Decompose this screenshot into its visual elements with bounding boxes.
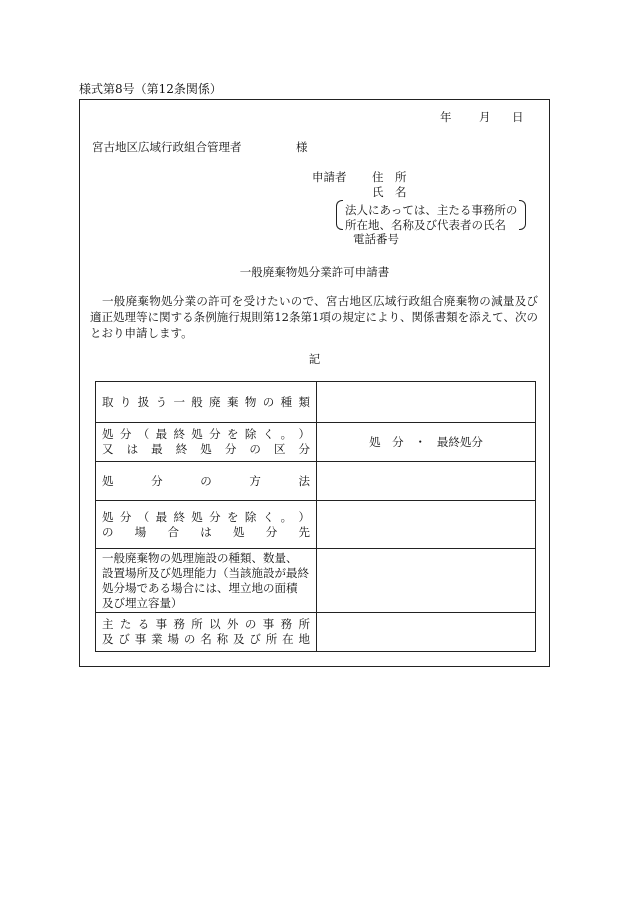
label-char: 及 [233, 632, 245, 646]
disposal-category-label-line1 [102, 427, 310, 442]
application-body-text: 一般廃棄物処分業の許可を受けたいので、宮古地区広域行政組合廃棄物の減量及び適正処理等に関する条例施行規則第12条第1項の規定により、関係書類を添えて、次のとおり申請します。 [90, 294, 538, 340]
facility-info-label-cell [96, 549, 317, 613]
corporation-note-line2: 所在地、名称及び代表者の氏名 [345, 218, 506, 232]
label-char: 分 [298, 442, 310, 456]
label-char: 場 [167, 632, 179, 646]
other-offices-value-cell[interactable] [317, 613, 536, 652]
label-char: 外 [227, 617, 239, 631]
date-month-label: 月 [479, 110, 491, 124]
label-char: 処 [102, 473, 114, 488]
waste-type-label-cell [96, 382, 317, 423]
disposal-destination-label-cell [96, 501, 317, 549]
facility-info-label-line2: 設置場所及び処理能力（当該施設が最終 [102, 565, 309, 580]
label-char: う [155, 394, 168, 409]
label-char: 除 [244, 509, 257, 524]
application-details-table [95, 381, 536, 652]
label-char: の [200, 473, 212, 488]
corporation-note-line1: 法人にあっては、主たる事務所の [345, 203, 518, 217]
label-char: 廃 [209, 394, 221, 409]
label-char: 終 [173, 427, 185, 441]
table-row [96, 462, 536, 501]
label-char: た [119, 617, 132, 631]
date-year-label: 年 [440, 110, 452, 124]
label-char: を [227, 509, 239, 524]
label-char: 最 [155, 509, 168, 524]
disposal-method-label-cell [96, 462, 317, 501]
table-row [96, 423, 536, 462]
label-char: 。 [280, 509, 293, 524]
disposal-destination-value-cell[interactable] [317, 501, 536, 549]
label-char: 在 [282, 632, 294, 646]
label-char: 扱 [137, 394, 150, 409]
final-disposal-option[interactable]: 最終処分 [436, 434, 483, 449]
label-char: ） [298, 427, 310, 441]
application-form-frame [79, 99, 550, 667]
date-day-label: 日 [512, 110, 524, 124]
disposal-destination-label-line2 [102, 525, 310, 540]
label-char: 一 [173, 394, 185, 409]
label-char: （ [137, 427, 150, 441]
label-char: 処 [102, 427, 114, 441]
label-char: 分 [151, 473, 163, 488]
label-char: 最 [151, 442, 163, 456]
label-char: 分 [119, 509, 132, 524]
label-char: 除 [244, 427, 257, 441]
waste-type-label [102, 395, 310, 410]
label-char: 区 [273, 442, 286, 456]
facility-info-label-line1: 一般廃棄物の処理施設の種類、数量、 [102, 550, 298, 565]
applicant-label: 申請者 [312, 170, 347, 184]
label-char: 務 [280, 617, 293, 631]
label-char: 分 [209, 509, 221, 524]
ki-heading: 記 [308, 352, 321, 366]
label-char: 分 [209, 427, 221, 441]
corporation-note [336, 200, 526, 230]
label-char: 取 [102, 394, 114, 409]
label-char: 法 [298, 473, 310, 488]
label-char: （ [137, 509, 150, 524]
recipient-name: 宮古地区広域行政組合管理者 [92, 140, 242, 154]
table-row [96, 549, 536, 613]
label-char: 事 [134, 632, 147, 646]
table-row [96, 382, 536, 423]
label-char: 所 [298, 617, 310, 631]
other-offices-label-cell [96, 613, 317, 652]
label-char: 分 [119, 427, 132, 441]
label-char: 合 [167, 524, 179, 539]
label-char: 所 [191, 617, 203, 631]
label-char: 終 [175, 442, 188, 456]
label-char: 物 [244, 394, 257, 409]
label-char: 処 [191, 427, 203, 441]
label-char: び [249, 632, 261, 646]
document-title: 一般廃棄物処分業許可申請書 [239, 265, 390, 279]
label-char: は [200, 524, 212, 539]
label-char: 般 [191, 394, 203, 409]
label-char: 種 [280, 394, 293, 409]
label-char: く [262, 509, 275, 524]
label-char: び [118, 632, 130, 646]
label-char: 。 [280, 427, 293, 441]
label-char: 分 [224, 442, 237, 456]
other-offices-label-line1 [102, 617, 310, 632]
label-char: 棄 [227, 394, 239, 409]
table-row [96, 613, 536, 652]
label-char: の [183, 632, 196, 646]
label-char: り [119, 394, 132, 409]
label-char: 事 [262, 617, 275, 631]
applicant-phone-label: 電話番号 [353, 232, 399, 246]
label-char: 名 [200, 632, 212, 646]
label-char: 事 [155, 617, 168, 631]
label-char: の [244, 617, 257, 631]
other-offices-label-line2 [102, 632, 310, 647]
disposal-destination-label-line1 [102, 510, 310, 525]
label-char: 先 [298, 524, 310, 539]
waste-type-value-cell[interactable] [317, 382, 536, 423]
label-char: は [126, 442, 139, 456]
bracket-left [336, 200, 343, 230]
label-char: 業 [151, 632, 163, 646]
label-char: く [262, 427, 275, 441]
label-char: 称 [216, 632, 229, 646]
facility-info-value-cell[interactable] [317, 549, 536, 613]
label-char: を [227, 427, 239, 441]
form-number: 様式第8号（第12条関係） [79, 82, 222, 96]
label-char: 処 [233, 524, 245, 539]
bracket-right [519, 200, 526, 230]
disposal-category-value-cell[interactable] [317, 423, 536, 462]
applicant-address-label: 住 所 [372, 170, 407, 184]
disposal-method-label [102, 474, 310, 489]
label-char: ） [298, 509, 310, 524]
disposal-option[interactable]: 処 分 [369, 434, 404, 449]
label-char: 以 [209, 617, 221, 631]
recipient-honorific: 様 [296, 140, 308, 154]
label-char: 又 [102, 442, 114, 456]
label-char: 地 [298, 632, 310, 646]
applicant-name-label: 氏 名 [372, 185, 407, 199]
label-char: る [137, 617, 150, 631]
label-char: の [102, 524, 114, 539]
label-char: 場 [134, 524, 147, 539]
label-char: の [249, 442, 261, 456]
disposal-category-label-cell [96, 423, 317, 462]
label-char: 処 [102, 509, 114, 524]
label-char: 方 [249, 473, 261, 488]
label-char: 及 [102, 632, 114, 646]
label-char: 最 [155, 427, 168, 441]
disposal-method-value-cell[interactable] [317, 462, 536, 501]
label-char: 処 [191, 509, 203, 524]
label-char: 終 [173, 509, 185, 524]
label-char: の [262, 394, 275, 409]
label-char: 類 [298, 394, 310, 409]
label-char: 務 [173, 617, 185, 631]
table-row [96, 501, 536, 549]
label-char: 主 [102, 617, 114, 631]
facility-info-label-line3: 処分場である場合には、埋立地の面積 [102, 580, 298, 595]
facility-info-label-line4: 及び埋立容量） [102, 595, 183, 610]
label-char: 所 [265, 632, 278, 646]
label-char: 処 [200, 442, 212, 456]
disposal-category-label-line2 [102, 442, 310, 457]
option-separator: ・ [414, 434, 426, 449]
label-char: 分 [265, 524, 278, 539]
